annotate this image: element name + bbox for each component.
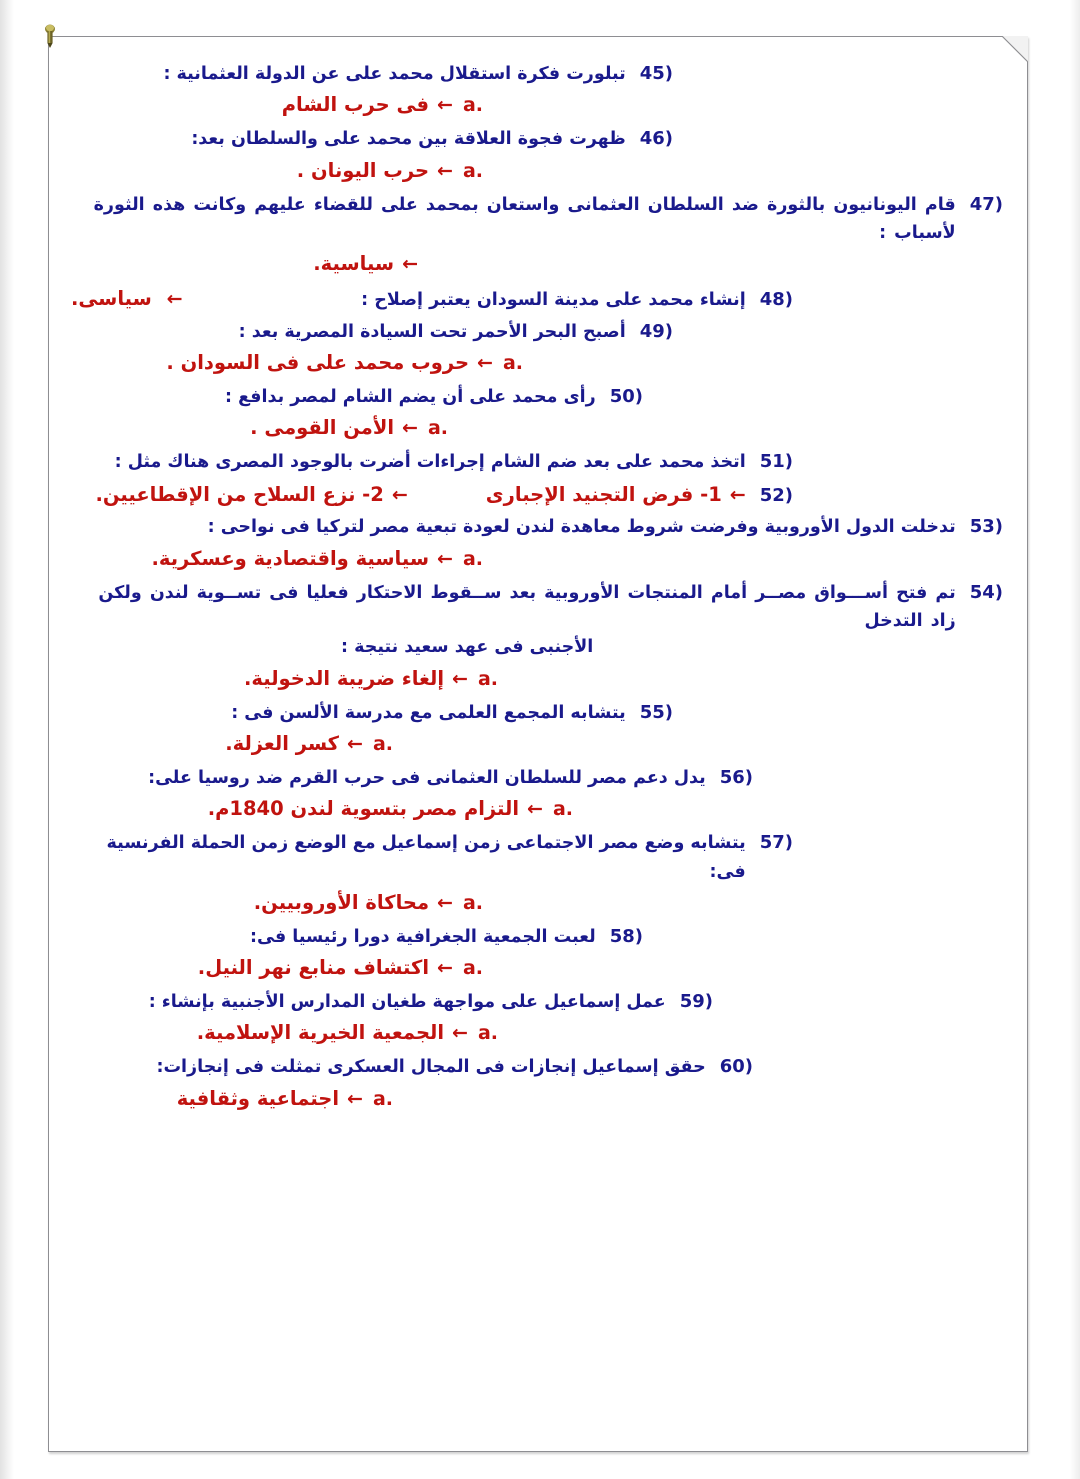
qa-item-60 [71,1052,1003,1115]
scan-edge-shadow-left [0,0,14,1479]
arrow-icon-58: ← [437,957,453,980]
arrow-icon-54: ← [452,667,468,690]
answer-tag-56: a. [552,798,573,821]
question-line-46 [71,124,1003,153]
answer-line-47 [71,248,1003,281]
qa-item-58 [71,922,1003,985]
answer-tag-45: a. [462,94,483,117]
arrow-icon-52-part2: ← [391,483,408,506]
question-text-56: يدل دعم مصر للسلطان العثمانى فى حرب القرم ضد روسيا على: [148,767,706,788]
question-text-48: إنشاء محمد على مدينة السودان يعتبر إصلاح : [361,290,746,311]
answer-tag-57: a. [462,891,483,914]
qa-item-53 [71,512,1003,575]
answer-tag-60: a. [372,1087,393,1110]
paper-pin-icon [41,23,59,53]
question-number-54: 54) [969,581,1003,603]
question-line-45 [71,59,1003,88]
answer-text-50: الأمن القومى . [250,416,395,440]
question-text-46: ظهرت فجوة العلاقة بين محمد على والسلطان بعد: [191,129,626,150]
answer-tag-46: a. [462,159,483,182]
answer-inline-48 [71,283,183,315]
answer-tag-55: a. [372,733,393,755]
question-text-57: يتشابه وضع مصر الاجتماعى زمن إسماعيل مع الوضع زمن الحملة الفرنسية فى: [106,833,746,882]
qa-item-54 [71,578,1003,696]
question-number-45: 45) [639,63,673,84]
question-line-48 [71,283,1003,315]
answer-text-56: التزام مصر بتسوية لندن 1840م. [207,797,520,821]
question-line-54 [71,578,1003,636]
folded-corner-icon [1002,36,1028,62]
question-number-52: 52) [759,484,793,506]
answer-line-49 [71,347,1003,380]
question-number-46: 46) [639,128,673,150]
question-number-58: 58) [609,925,643,947]
qa-item-49 [71,317,1003,380]
qa-item-48 [71,283,1003,315]
question-text-54: تم فتح أســـواق مصــر أمام المنتجات الأوروبية بعد ســقوط الاحتكار فعليا فى تســوية لندن ولكن زاد التدخل [98,582,956,632]
answer-line-57 [71,887,1003,920]
answer-tag-59: a. [477,1022,498,1045]
question-line-59 [71,987,1003,1016]
answer-line-58 [71,952,1003,985]
arrow-icon-52-part1: ← [729,483,746,506]
arrow-icon-53: ← [437,547,453,570]
arrow-icon-56: ← [527,798,543,821]
answer-text-54: إلغاء ضريبة الدخولية. [244,666,445,690]
qa-item-46 [71,124,1003,187]
question-number-57: 57) [759,832,793,854]
qa-item-52 [71,479,1003,511]
question-list [49,37,1027,1118]
question-text-49: أصبح البحر الأحمر تحت السيادة المصرية بعد : [238,321,626,342]
answer-line-55 [71,728,1003,761]
question-line-55 [71,698,1003,727]
answer-tag-50: a. [427,417,448,440]
arrow-icon-59: ← [452,1022,468,1045]
answer-text-52-part2: 2- نزع السلاح من الإقطاعيين. [95,482,384,506]
answer-text-49: حروب محمد على فى السودان . [166,351,470,375]
answer-text-60: اجتماعية وثقافية [176,1086,340,1110]
question-number-51: 51) [759,451,793,473]
answer-text-57: محاكاة الأوروبيين. [253,890,430,914]
question-line-56 [71,763,1003,792]
worksheet-page [48,36,1028,1452]
question-line-51 [71,447,1003,476]
arrow-icon-50: ← [402,417,418,440]
question-text-53: تدخلت الدول الأوروبية وفرضت شروط معاهدة لندن لعودة تبعية مصر لتركيا فى نواحى : [207,517,956,538]
qa-item-45 [71,59,1003,122]
answer-text-46: حرب اليونان . [296,158,430,182]
answer-text-52-part1: 1- فرض التجنيد الإجبارى [485,482,722,506]
question-line-57 [71,828,1003,886]
qa-item-51 [71,447,1003,476]
question-text-60: حقق إسماعيل إنجازات فى المجال العسكرى تمثلت فى إنجازات: [156,1057,706,1078]
question-number-60: 60) [719,1056,753,1078]
qa-item-50 [71,382,1003,445]
arrow-icon-46: ← [437,159,453,182]
qa-item-56 [71,763,1003,826]
answer-line-46 [71,155,1003,188]
question-number-55: 55) [639,701,673,723]
arrow-icon-55: ← [347,733,363,755]
scan-edge-shadow-right [1070,0,1080,1479]
question-text-50: رأى محمد على أن يضم الشام لمصر بدافع : [225,387,596,408]
question-text-47: قام اليونانيون بالثورة ضد السلطان العثمانى واستعان بمحمد على للقضاء عليهم وكانت هذه الثورة لأسباب : [93,194,956,243]
answer-text-55: كسر العزلة. [225,732,340,755]
answer-text-53: سياسية واقتصادية وعسكرية. [151,546,430,570]
question-line-50 [71,382,1003,411]
answer-line-54 [71,663,1003,696]
answer-line-50 [71,412,1003,445]
answer-text-58: اكتشاف منابع نهر النيل. [197,956,430,980]
question-number-53: 53) [969,516,1003,538]
arrow-icon-49: ← [477,352,493,375]
answer-group-52 [95,479,745,511]
question-text-45: تبلورت فكرة استقلال محمد على عن الدولة العثمانية : [163,64,626,84]
answer-line-60 [71,1083,1003,1116]
answer-text-48: سياسى. [71,287,152,311]
qa-item-55 [71,698,1003,761]
question-number-56: 56) [719,766,753,788]
answer-tag-53: a. [462,547,483,570]
question-number-47: 47) [969,193,1003,215]
question-line-47 [71,190,1003,248]
arrow-icon-57: ← [437,891,453,914]
arrow-icon-48: ← [166,288,183,311]
answer-text-59: الجمعية الخيرية الإسلامية. [196,1021,445,1045]
answer-text-45: فى حرب الشام [281,93,430,117]
arrow-icon-45: ← [437,94,453,117]
question-number-50: 50) [609,386,643,408]
answer-tag-58: a. [462,957,483,980]
answer-line-59 [71,1017,1003,1050]
answer-line-45 [71,89,1003,122]
question-text-54-line2: الأجنبى فى عهد سعيد نتيجة : [341,637,594,658]
question-text-55: يتشابه المجمع العلمى مع مدرسة الألسن فى : [231,702,626,723]
arrow-icon-60: ← [347,1087,363,1110]
question-line-52 [71,479,1003,511]
answer-text-47: سياسية. [313,252,395,276]
question-number-48: 48) [759,289,793,311]
question-text-59: عمل إسماعيل على مواجهة طغيان المدارس الأجنبية بإنشاء : [148,992,666,1012]
arrow-icon-47: ← [402,253,418,276]
qa-item-57 [71,828,1003,920]
answer-line-56 [71,793,1003,826]
qa-item-47 [71,190,1003,282]
answer-tag-49: a. [502,352,523,375]
question-line-60 [71,1052,1003,1081]
question-text-51: اتخذ محمد على بعد ضم الشام إجراءات أضرت بالوجود المصرى هناك مثل : [114,452,746,473]
question-line-53 [71,512,1003,541]
question-line-58 [71,922,1003,951]
answer-tag-54: a. [477,667,498,690]
answer-line-53 [71,543,1003,576]
qa-item-59 [71,987,1003,1050]
question-text-58: لعبت الجمعية الجغرافية دورا رئيسيا فى: [250,926,596,947]
question-number-59: 59) [679,991,713,1012]
question-line-49 [71,317,1003,346]
question-number-49: 49) [639,320,673,342]
